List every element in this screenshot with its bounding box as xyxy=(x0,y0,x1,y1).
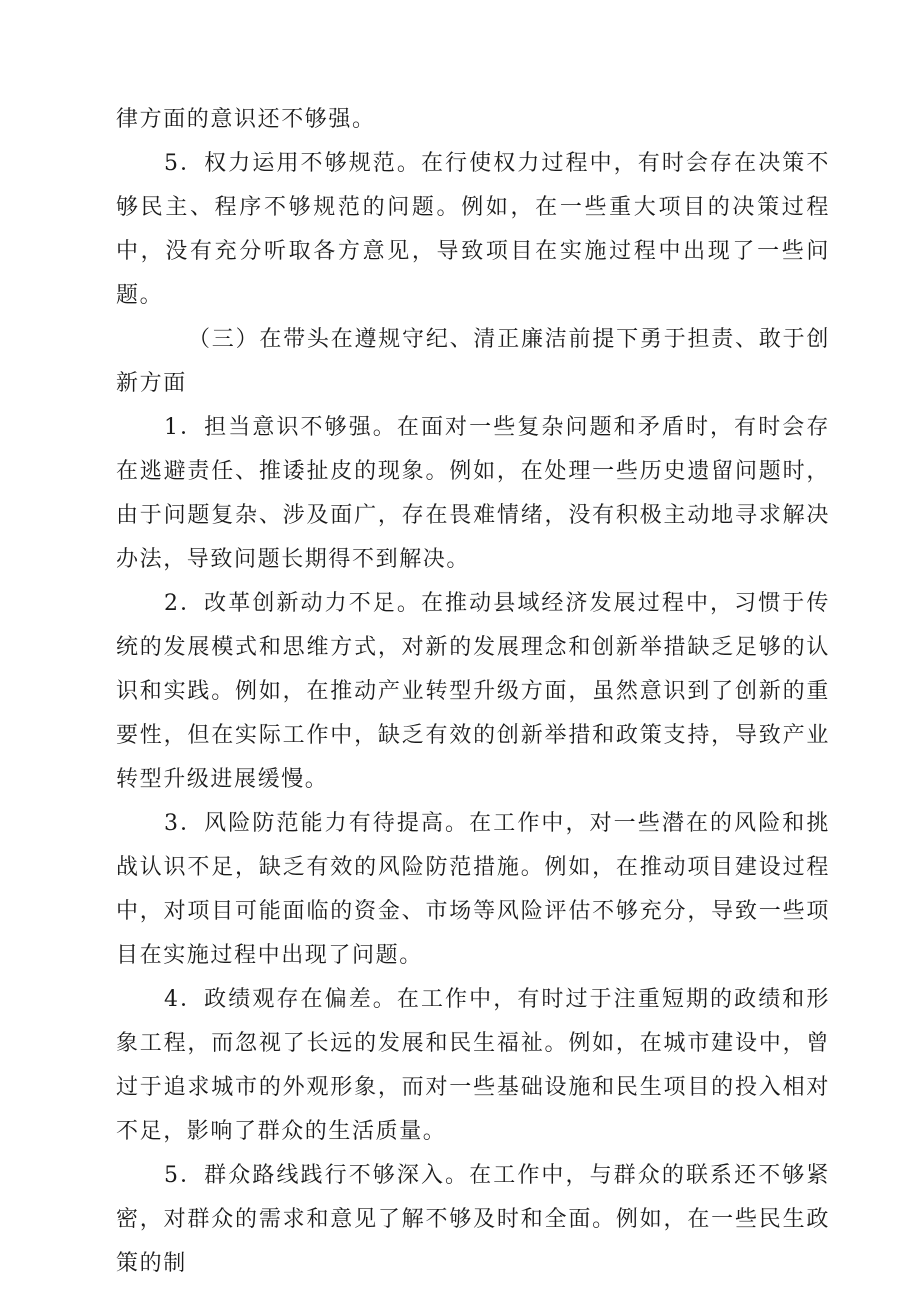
paragraph-item-5-masses: 5．群众路线践行不够深入。在工作中，与群众的联系还不够紧密，对群众的需求和意见了解不够及时和全面。例如，在一些民生政策的制 xyxy=(116,1163,830,1276)
section-heading-3: （三）在带头在遵规守纪、清正廉洁前提下勇于担责、敢于创新方面 xyxy=(116,327,830,396)
paragraph-item-3: 3．风险防范能力有待提高。在工作中，对一些潜在的风险和挑战认识不足，缺乏有效的风险防范措施。例如，在推动项目建设过程中，对项目可能面临的资金、市场等风险评估不够充分，导致一些项目在实施过程中出现了问题。 xyxy=(116,811,830,968)
paragraph-item-2: 2．改革创新动力不足。在推动县域经济发展过程中，习惯于传统的发展模式和思维方式，对新的发展理念和创新举措缺乏足够的认识和实践。例如，在推动产业转型升级方面，虽然意识到了创新的重要性，但在实际工作中，缺乏有效的创新举措和政策支持，导致产业转型升级进展缓慢。 xyxy=(116,591,830,792)
paragraph-continuation: 律方面的意识还不够强。 xyxy=(116,107,376,132)
paragraph-item-4: 4．政绩观存在偏差。在工作中，有时过于注重短期的政绩和形象工程，而忽视了长远的发展和民生福祉。例如，在城市建设中，曾过于追求城市的外观形象，而对一些基础设施和民生项目的投入相对不足，影响了群众的生活质量。 xyxy=(116,987,830,1144)
document-page xyxy=(116,98,830,1286)
paragraph-item-5-power: 5．权力运用不够规范。在行使权力过程中，有时会存在决策不够民主、程序不够规范的问题。例如，在一些重大项目的决策过程中，没有充分听取各方意见，导致项目在实施过程中出现了一些问题。 xyxy=(116,151,830,308)
paragraph-item-1: 1．担当意识不够强。在面对一些复杂问题和矛盾时，有时会存在逃避责任、推诿扯皮的现象。例如，在处理一些历史遗留问题时，由于问题复杂、涉及面广，存在畏难情绪，没有积极主动地寻求解决办法，导致问题长期得不到解决。 xyxy=(116,415,830,572)
